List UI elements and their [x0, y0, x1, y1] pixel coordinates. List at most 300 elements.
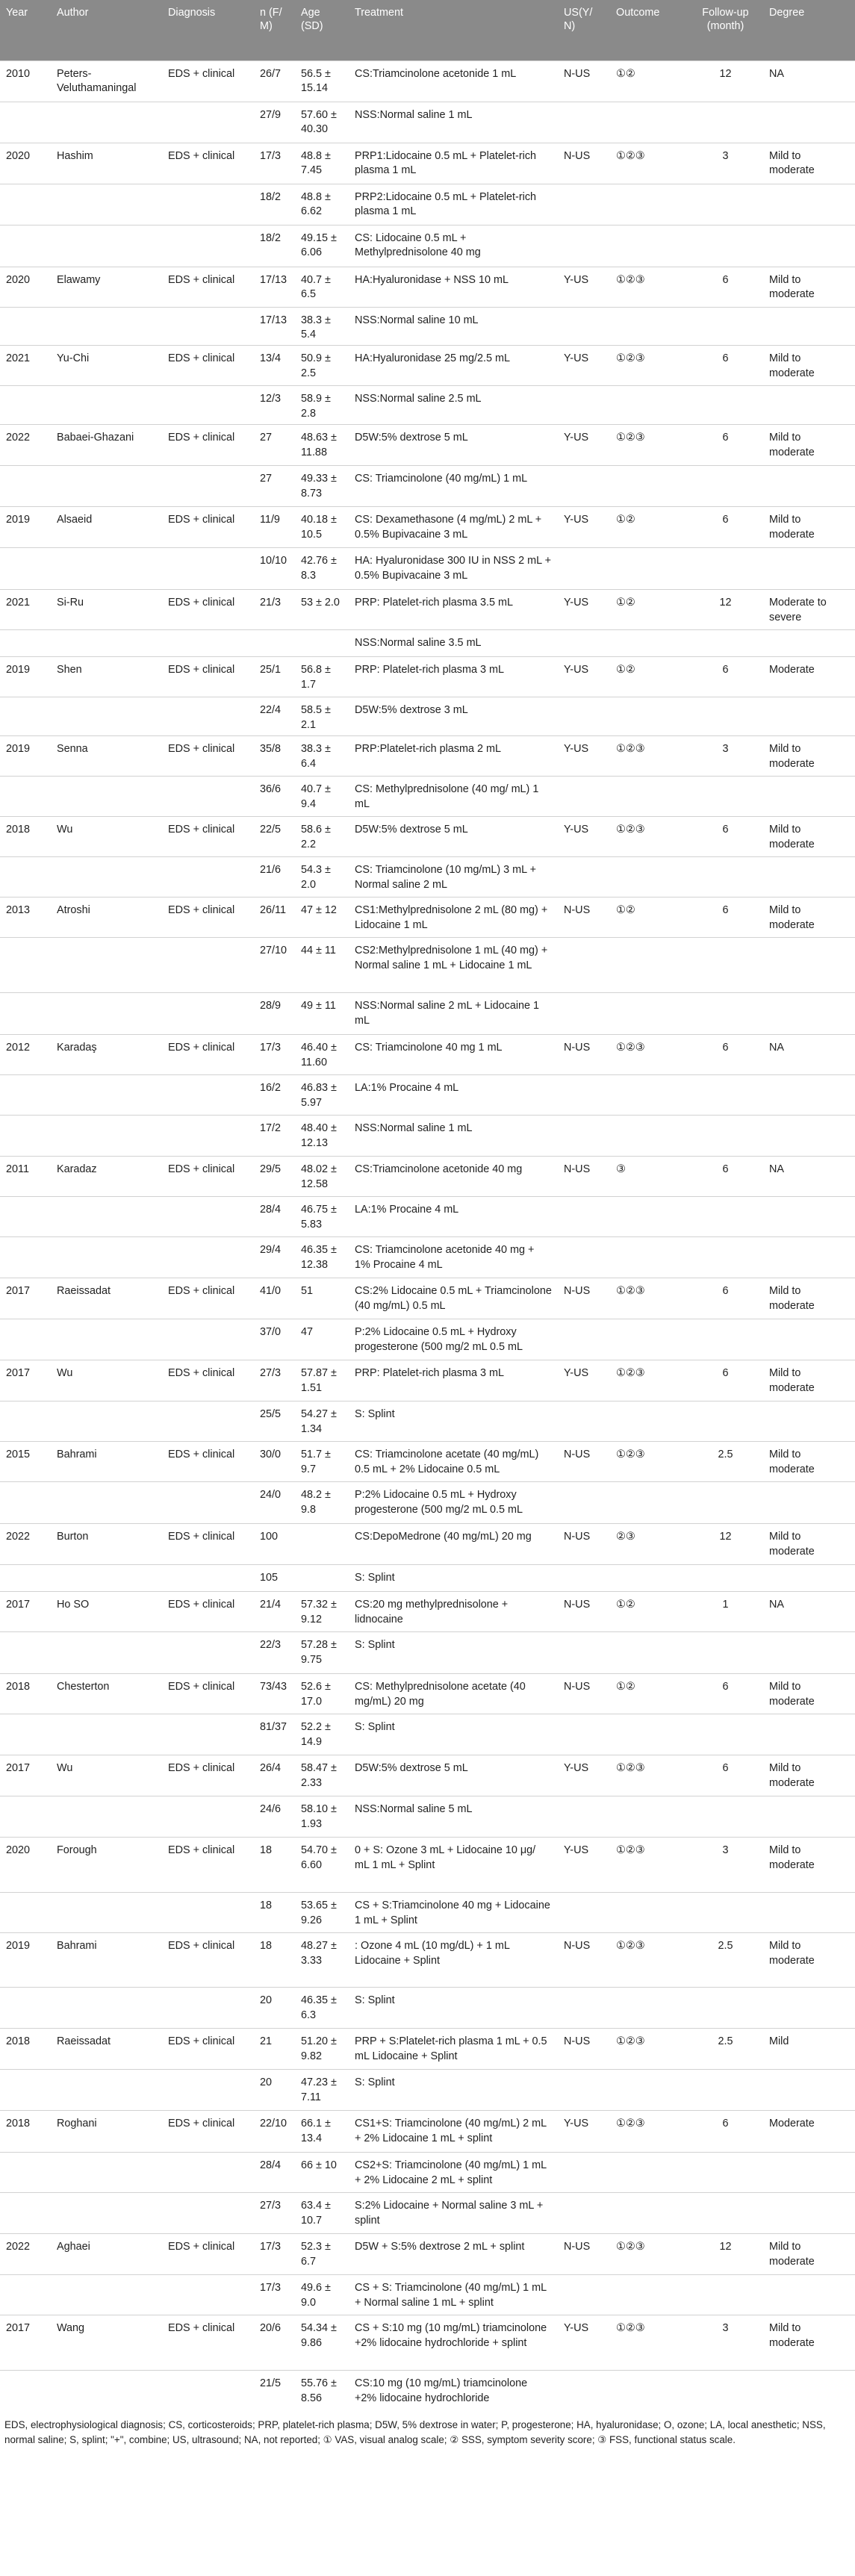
- follow-up-cell: 6: [688, 1674, 763, 1714]
- treatment-cell: NSS:Normal saline 3.5 mL: [349, 630, 558, 657]
- us-cell: [558, 1197, 610, 1237]
- diagnosis-cell: EDS + clinical: [162, 1524, 254, 1565]
- age-cell: 56.5 ± 15.14: [295, 60, 349, 102]
- diagnosis-cell: [162, 1197, 254, 1237]
- table-row: [0, 1592, 855, 1632]
- n-cell: 81/37: [254, 1714, 295, 1755]
- diagnosis-cell: EDS + clinical: [162, 897, 254, 938]
- diagnosis-cell: [162, 548, 254, 590]
- author-cell: Aghaei: [51, 2234, 162, 2275]
- follow-up-cell: 6: [688, 817, 763, 857]
- author-cell: [51, 307, 162, 346]
- us-cell: N-US: [558, 143, 610, 184]
- age-cell: 58.47 ± 2.33: [295, 1755, 349, 1796]
- n-cell: 18/2: [254, 225, 295, 267]
- diagnosis-cell: [162, 1237, 254, 1278]
- column-header-age: Age (SD): [295, 0, 349, 60]
- us-cell: Y-US: [558, 507, 610, 548]
- table-row: [0, 507, 855, 548]
- treatment-cell: D5W + S:5% dextrose 2 mL + splint: [349, 2234, 558, 2275]
- n-cell: 22/3: [254, 1632, 295, 1674]
- treatment-cell: CS: Dexamethasone (4 mg/mL) 2 mL + 0.5% Bupivacaine 3 mL: [349, 507, 558, 548]
- author-cell: [51, 184, 162, 225]
- degree-cell: Moderate to severe: [763, 590, 855, 630]
- table-row: [0, 1674, 855, 1714]
- age-cell: 57.32 ± 9.12: [295, 1592, 349, 1632]
- outcome-cell: [610, 993, 688, 1035]
- degree-cell: Mild to moderate: [763, 143, 855, 184]
- age-cell: 49.15 ± 6.06: [295, 225, 349, 267]
- follow-up-cell: 6: [688, 2111, 763, 2153]
- n-cell: 30/0: [254, 1442, 295, 1482]
- us-cell: N-US: [558, 1278, 610, 1319]
- us-cell: Y-US: [558, 1838, 610, 1893]
- treatment-cell: LA:1% Procaine 4 mL: [349, 1197, 558, 1237]
- table-row: [0, 143, 855, 184]
- follow-up-cell: 6: [688, 346, 763, 386]
- table-row: [0, 590, 855, 630]
- degree-cell: Mild to moderate: [763, 2234, 855, 2275]
- treatment-cell: CS:Triamcinolone acetonide 40 mg: [349, 1157, 558, 1197]
- outcome-cell: ①②: [610, 1592, 688, 1632]
- author-cell: Karadaz: [51, 1157, 162, 1197]
- table-row: [0, 225, 855, 267]
- year-cell: [0, 1319, 51, 1360]
- year-cell: 2022: [0, 2234, 51, 2275]
- treatment-cell: CS:20 mg methylprednisolone + lidnocaine: [349, 1592, 558, 1632]
- age-cell: 46.83 ± 5.97: [295, 1075, 349, 1116]
- degree-cell: [763, 993, 855, 1035]
- treatment-cell: D5W:5% dextrose 3 mL: [349, 697, 558, 736]
- outcome-cell: ①②③: [610, 143, 688, 184]
- outcome-cell: ①②: [610, 1674, 688, 1714]
- n-cell: 27: [254, 466, 295, 507]
- year-cell: [0, 2070, 51, 2111]
- follow-up-cell: 6: [688, 1360, 763, 1401]
- outcome-cell: [610, 466, 688, 507]
- degree-cell: Mild to moderate: [763, 1278, 855, 1319]
- n-cell: 27/3: [254, 1360, 295, 1401]
- table-row: [0, 466, 855, 507]
- diagnosis-cell: EDS + clinical: [162, 2029, 254, 2070]
- age-cell: 63.4 ± 10.7: [295, 2193, 349, 2234]
- us-cell: [558, 1319, 610, 1360]
- n-cell: 21/6: [254, 857, 295, 897]
- us-cell: Y-US: [558, 1755, 610, 1796]
- table-row: [0, 1319, 855, 1360]
- follow-up-cell: 12: [688, 1524, 763, 1565]
- n-cell: 27/3: [254, 2193, 295, 2234]
- diagnosis-cell: EDS + clinical: [162, 657, 254, 697]
- age-cell: 51.7 ± 9.7: [295, 1442, 349, 1482]
- degree-cell: [763, 1632, 855, 1674]
- table-row: [0, 736, 855, 777]
- diagnosis-cell: [162, 2193, 254, 2234]
- diagnosis-cell: [162, 857, 254, 897]
- diagnosis-cell: [162, 777, 254, 817]
- year-cell: [0, 1482, 51, 1524]
- follow-up-cell: 2.5: [688, 1442, 763, 1482]
- treatment-cell: CS2+S: Triamcinolone (40 mg/mL) 1 mL + 2% Lidocaine 2 mL + splint: [349, 2153, 558, 2193]
- age-cell: 48.2 ± 9.8: [295, 1482, 349, 1524]
- n-cell: 20: [254, 2070, 295, 2111]
- treatment-cell: PRP: Platelet-rich plasma 3 mL: [349, 1360, 558, 1401]
- us-cell: [558, 307, 610, 346]
- diagnosis-cell: [162, 1482, 254, 1524]
- treatment-cell: PRP: Platelet-rich plasma 3 mL: [349, 657, 558, 697]
- follow-up-cell: 2.5: [688, 2029, 763, 2070]
- degree-cell: [763, 1714, 855, 1755]
- us-cell: [558, 938, 610, 993]
- treatment-cell: D5W:5% dextrose 5 mL: [349, 817, 558, 857]
- us-cell: [558, 1796, 610, 1838]
- year-cell: [0, 2371, 51, 2412]
- diagnosis-cell: [162, 1714, 254, 1755]
- table-row: [0, 697, 855, 736]
- table-row: [0, 1524, 855, 1565]
- diagnosis-cell: EDS + clinical: [162, 1755, 254, 1796]
- n-cell: 17/3: [254, 1035, 295, 1075]
- degree-cell: NA: [763, 1035, 855, 1075]
- author-cell: [51, 548, 162, 590]
- table-row: [0, 2070, 855, 2111]
- age-cell: 66.1 ± 13.4: [295, 2111, 349, 2153]
- degree-cell: Mild to moderate: [763, 267, 855, 307]
- author-cell: [51, 1116, 162, 1157]
- table-row: [0, 1796, 855, 1838]
- degree-cell: [763, 102, 855, 143]
- follow-up-cell: [688, 466, 763, 507]
- diagnosis-cell: EDS + clinical: [162, 425, 254, 466]
- n-cell: 26/11: [254, 897, 295, 938]
- outcome-cell: ①②③: [610, 1755, 688, 1796]
- table-row: [0, 938, 855, 993]
- year-cell: [0, 1237, 51, 1278]
- diagnosis-cell: [162, 1796, 254, 1838]
- follow-up-cell: 3: [688, 736, 763, 777]
- table-row: [0, 2029, 855, 2070]
- degree-cell: Mild to moderate: [763, 346, 855, 386]
- us-cell: [558, 1237, 610, 1278]
- diagnosis-cell: [162, 938, 254, 993]
- year-cell: 2010: [0, 60, 51, 102]
- outcome-cell: [610, 777, 688, 817]
- year-cell: [0, 102, 51, 143]
- n-cell: 24/0: [254, 1482, 295, 1524]
- follow-up-cell: [688, 1197, 763, 1237]
- year-cell: 2018: [0, 1674, 51, 1714]
- us-cell: N-US: [558, 1933, 610, 1988]
- degree-cell: Mild to moderate: [763, 425, 855, 466]
- age-cell: 51.20 ± 9.82: [295, 2029, 349, 2070]
- age-cell: 47.23 ± 7.11: [295, 2070, 349, 2111]
- author-cell: Wu: [51, 1755, 162, 1796]
- degree-cell: [763, 548, 855, 590]
- year-cell: [0, 1988, 51, 2029]
- follow-up-cell: [688, 938, 763, 993]
- diagnosis-cell: [162, 225, 254, 267]
- outcome-cell: [610, 1116, 688, 1157]
- age-cell: 57.87 ± 1.51: [295, 1360, 349, 1401]
- outcome-cell: [610, 2153, 688, 2193]
- n-cell: 17/13: [254, 307, 295, 346]
- degree-cell: [763, 857, 855, 897]
- us-cell: [558, 1632, 610, 1674]
- year-cell: 2019: [0, 657, 51, 697]
- outcome-cell: ②③: [610, 1524, 688, 1565]
- outcome-cell: ①②: [610, 897, 688, 938]
- n-cell: 22/5: [254, 817, 295, 857]
- degree-cell: [763, 2275, 855, 2315]
- age-cell: 53.65 ± 9.26: [295, 1893, 349, 1933]
- follow-up-cell: 12: [688, 590, 763, 630]
- author-cell: Burton: [51, 1524, 162, 1565]
- n-cell: 20: [254, 1988, 295, 2029]
- outcome-cell: [610, 1401, 688, 1442]
- n-cell: 17/13: [254, 267, 295, 307]
- degree-cell: [763, 2193, 855, 2234]
- year-cell: 2019: [0, 507, 51, 548]
- outcome-cell: ③: [610, 1157, 688, 1197]
- table-row: [0, 1988, 855, 2029]
- author-cell: [51, 1565, 162, 1592]
- degree-cell: Mild to moderate: [763, 897, 855, 938]
- table-row: [0, 630, 855, 657]
- follow-up-cell: [688, 2193, 763, 2234]
- treatment-cell: NSS:Normal saline 10 mL: [349, 307, 558, 346]
- degree-cell: Mild to moderate: [763, 1933, 855, 1988]
- outcome-cell: [610, 857, 688, 897]
- outcome-cell: [610, 386, 688, 425]
- column-header-outcome: Outcome: [610, 0, 688, 60]
- table-row: [0, 1714, 855, 1755]
- treatment-cell: NSS:Normal saline 2.5 mL: [349, 386, 558, 425]
- author-cell: Raeissadat: [51, 1278, 162, 1319]
- table-row: [0, 1482, 855, 1524]
- author-cell: [51, 1796, 162, 1838]
- n-cell: 10/10: [254, 548, 295, 590]
- diagnosis-cell: [162, 307, 254, 346]
- us-cell: Y-US: [558, 1360, 610, 1401]
- degree-cell: [763, 2153, 855, 2193]
- author-cell: Karadaş: [51, 1035, 162, 1075]
- table-row: [0, 993, 855, 1035]
- n-cell: 11/9: [254, 507, 295, 548]
- diagnosis-cell: [162, 993, 254, 1035]
- treatment-cell: S: Splint: [349, 1988, 558, 2029]
- n-cell: 21/3: [254, 590, 295, 630]
- table-row: [0, 102, 855, 143]
- age-cell: 46.40 ± 11.60: [295, 1035, 349, 1075]
- outcome-cell: [610, 1237, 688, 1278]
- follow-up-cell: [688, 1714, 763, 1755]
- year-cell: [0, 857, 51, 897]
- us-cell: N-US: [558, 1524, 610, 1565]
- us-cell: [558, 1075, 610, 1116]
- treatment-cell: PRP2:Lidocaine 0.5 mL + Platelet-rich plasma 1 mL: [349, 184, 558, 225]
- degree-cell: [763, 1988, 855, 2029]
- year-cell: 2018: [0, 2029, 51, 2070]
- outcome-cell: ①②: [610, 60, 688, 102]
- table-row: [0, 1075, 855, 1116]
- n-cell: 18: [254, 1893, 295, 1933]
- year-cell: 2020: [0, 143, 51, 184]
- age-cell: 49.33 ± 8.73: [295, 466, 349, 507]
- year-cell: 2022: [0, 1524, 51, 1565]
- author-cell: [51, 1482, 162, 1524]
- degree-cell: Mild to moderate: [763, 1524, 855, 1565]
- year-cell: [0, 184, 51, 225]
- n-cell: 16/2: [254, 1075, 295, 1116]
- year-cell: [0, 466, 51, 507]
- outcome-cell: ①②: [610, 657, 688, 697]
- treatment-cell: CS + S: Triamcinolone (40 mg/mL) 1 mL + Normal saline 1 mL + splint: [349, 2275, 558, 2315]
- year-cell: [0, 993, 51, 1035]
- treatment-cell: PRP1:Lidocaine 0.5 mL + Platelet-rich plasma 1 mL: [349, 143, 558, 184]
- us-cell: [558, 2371, 610, 2412]
- year-cell: 2019: [0, 1933, 51, 1988]
- treatment-cell: CS:10 mg (10 mg/mL) triamcinolone +2% lidocaine hydrochloride: [349, 2371, 558, 2412]
- follow-up-cell: [688, 307, 763, 346]
- follow-up-cell: [688, 1565, 763, 1592]
- n-cell: 17/3: [254, 2275, 295, 2315]
- degree-cell: NA: [763, 1592, 855, 1632]
- n-cell: 18: [254, 1838, 295, 1893]
- diagnosis-cell: [162, 630, 254, 657]
- treatment-cell: CS: Triamcinolone acetate (40 mg/mL) 0.5 mL + 2% Lidocaine 0.5 mL: [349, 1442, 558, 1482]
- author-cell: Ho SO: [51, 1592, 162, 1632]
- diagnosis-cell: [162, 1401, 254, 1442]
- outcome-cell: [610, 548, 688, 590]
- age-cell: 40.7 ± 9.4: [295, 777, 349, 817]
- age-cell: 56.8 ± 1.7: [295, 657, 349, 697]
- degree-cell: [763, 630, 855, 657]
- us-cell: [558, 102, 610, 143]
- table-row: [0, 2371, 855, 2412]
- author-cell: Shen: [51, 657, 162, 697]
- author-cell: Roghani: [51, 2111, 162, 2153]
- us-cell: [558, 2193, 610, 2234]
- follow-up-cell: 3: [688, 143, 763, 184]
- age-cell: 52.3 ± 6.7: [295, 2234, 349, 2275]
- us-cell: [558, 184, 610, 225]
- outcome-cell: ①②③: [610, 1838, 688, 1893]
- outcome-cell: [610, 1988, 688, 2029]
- age-cell: 38.3 ± 5.4: [295, 307, 349, 346]
- year-cell: [0, 386, 51, 425]
- us-cell: N-US: [558, 1157, 610, 1197]
- age-cell: 49 ± 11: [295, 993, 349, 1035]
- follow-up-cell: 6: [688, 507, 763, 548]
- author-cell: [51, 938, 162, 993]
- treatment-cell: HA: Hyaluronidase 300 IU in NSS 2 mL + 0.5% Bupivacaine 3 mL: [349, 548, 558, 590]
- diagnosis-cell: EDS + clinical: [162, 346, 254, 386]
- n-cell: 18/2: [254, 184, 295, 225]
- author-cell: [51, 857, 162, 897]
- follow-up-cell: 12: [688, 2234, 763, 2275]
- treatment-cell: 0 + S: Ozone 3 mL + Lidocaine 10 μg/ mL 1 mL + Splint: [349, 1838, 558, 1893]
- age-cell: 54.3 ± 2.0: [295, 857, 349, 897]
- degree-cell: [763, 386, 855, 425]
- author-cell: [51, 1197, 162, 1237]
- outcome-cell: ①②③: [610, 736, 688, 777]
- diagnosis-cell: EDS + clinical: [162, 1933, 254, 1988]
- year-cell: 2020: [0, 267, 51, 307]
- us-cell: [558, 225, 610, 267]
- year-cell: [0, 777, 51, 817]
- author-cell: [51, 1632, 162, 1674]
- age-cell: 58.5 ± 2.1: [295, 697, 349, 736]
- treatment-cell: S:2% Lidocaine + Normal saline 3 mL + splint: [349, 2193, 558, 2234]
- year-cell: [0, 938, 51, 993]
- table-row: [0, 1401, 855, 1442]
- age-cell: 48.27 ± 3.33: [295, 1933, 349, 1988]
- degree-cell: Mild to moderate: [763, 1838, 855, 1893]
- age-cell: [295, 1565, 349, 1592]
- year-cell: [0, 1893, 51, 1933]
- us-cell: [558, 2070, 610, 2111]
- degree-cell: [763, 184, 855, 225]
- author-cell: Babaei-Ghazani: [51, 425, 162, 466]
- follow-up-cell: 3: [688, 2315, 763, 2371]
- degree-cell: [763, 307, 855, 346]
- diagnosis-cell: EDS + clinical: [162, 736, 254, 777]
- table-row: [0, 857, 855, 897]
- us-cell: N-US: [558, 1442, 610, 1482]
- outcome-cell: [610, 1796, 688, 1838]
- treatment-cell: HA:Hyaluronidase + NSS 10 mL: [349, 267, 558, 307]
- outcome-cell: [610, 2070, 688, 2111]
- table-row: [0, 184, 855, 225]
- treatment-cell: P:2% Lidocaine 0.5 mL + Hydroxy progesterone (500 mg/2 mL 0.5 mL: [349, 1319, 558, 1360]
- n-cell: 27: [254, 425, 295, 466]
- age-cell: 54.27 ± 1.34: [295, 1401, 349, 1442]
- diagnosis-cell: EDS + clinical: [162, 1442, 254, 1482]
- author-cell: Chesterton: [51, 1674, 162, 1714]
- author-cell: Bahrami: [51, 1442, 162, 1482]
- n-cell: 18: [254, 1933, 295, 1988]
- follow-up-cell: 6: [688, 1755, 763, 1796]
- age-cell: 66 ± 10: [295, 2153, 349, 2193]
- diagnosis-cell: EDS + clinical: [162, 2315, 254, 2371]
- outcome-cell: [610, 1632, 688, 1674]
- diagnosis-cell: EDS + clinical: [162, 1592, 254, 1632]
- age-cell: 54.34 ± 9.86: [295, 2315, 349, 2371]
- us-cell: Y-US: [558, 267, 610, 307]
- degree-cell: [763, 1075, 855, 1116]
- follow-up-cell: 6: [688, 1157, 763, 1197]
- year-cell: 2018: [0, 817, 51, 857]
- author-cell: [51, 2070, 162, 2111]
- n-cell: 22/10: [254, 2111, 295, 2153]
- year-cell: [0, 630, 51, 657]
- diagnosis-cell: [162, 697, 254, 736]
- us-cell: [558, 1482, 610, 1524]
- outcome-cell: [610, 1714, 688, 1755]
- follow-up-cell: [688, 2070, 763, 2111]
- age-cell: 46.35 ± 12.38: [295, 1237, 349, 1278]
- outcome-cell: [610, 225, 688, 267]
- us-cell: N-US: [558, 2029, 610, 2070]
- age-cell: 48.8 ± 7.45: [295, 143, 349, 184]
- outcome-cell: [610, 1075, 688, 1116]
- treatment-cell: CS: Triamcinolone 40 mg 1 mL: [349, 1035, 558, 1075]
- us-cell: [558, 630, 610, 657]
- us-cell: N-US: [558, 1035, 610, 1075]
- n-cell: 37/0: [254, 1319, 295, 1360]
- treatment-cell: S: Splint: [349, 1401, 558, 1442]
- column-header-us: US(Y/ N): [558, 0, 610, 60]
